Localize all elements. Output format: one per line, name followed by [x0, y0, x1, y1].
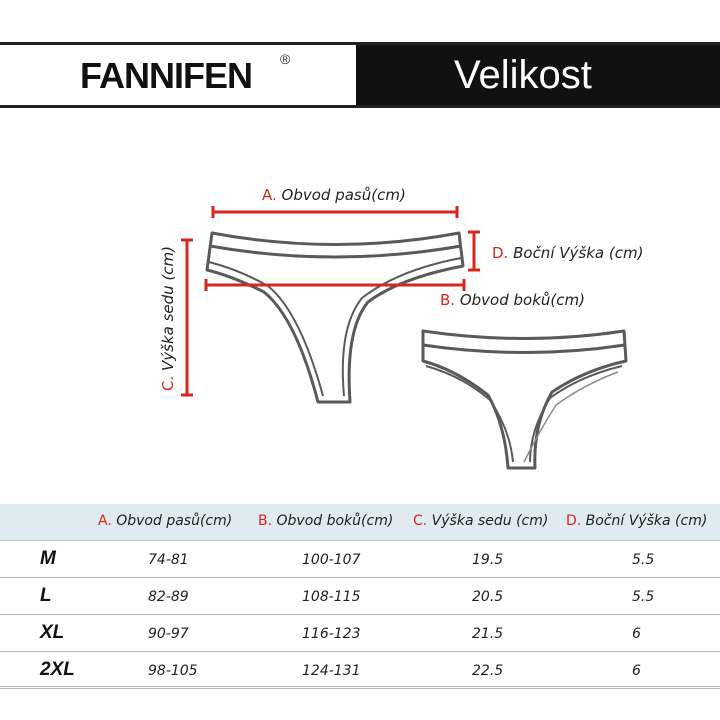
cell-c: 21.5 [472, 626, 504, 642]
cell-d: 6 [632, 626, 641, 642]
label-b [440, 291, 585, 309]
cell-d: 6 [632, 663, 641, 679]
size-cell: XL [40, 622, 65, 643]
label-d-text: Boční Výška (cm) [508, 244, 644, 262]
column-c-text: Výška sedu (cm) [427, 513, 549, 529]
table-row [0, 541, 720, 578]
cell-b: 108-115 [302, 589, 361, 605]
size-cell: 2XL [40, 659, 75, 680]
cell-d: 5.5 [632, 552, 655, 568]
cell-b: 124-131 [302, 663, 361, 679]
cell-a: 82-89 [148, 589, 189, 605]
cell-a: 98-105 [148, 663, 198, 679]
table-row [0, 652, 720, 689]
table-row [0, 615, 720, 652]
table-row [0, 578, 720, 615]
cell-a: 90-97 [148, 626, 189, 642]
registered-mark: ® [280, 51, 291, 67]
table-bottom-divider [0, 686, 720, 687]
column-header-a [98, 513, 232, 529]
size-table [0, 504, 720, 689]
column-b-text: Obvod boků(cm) [272, 513, 394, 529]
brand-logo: FANNIFEN [80, 55, 252, 96]
column-header-b [258, 513, 393, 529]
column-header-d [566, 513, 707, 529]
page-title: Velikost [454, 53, 592, 97]
column-a-key: A. [98, 513, 112, 529]
cell-a: 74-81 [148, 552, 189, 568]
cell-c: 20.5 [472, 589, 504, 605]
cell-c: 22.5 [472, 663, 504, 679]
table-header [0, 504, 720, 541]
column-d-key: D. [566, 513, 582, 529]
column-b-key: B. [258, 513, 273, 529]
column-d-text: Boční Výška (cm) [581, 513, 708, 529]
column-a-text: Obvod pasů(cm) [111, 513, 233, 529]
cell-b: 100-107 [302, 552, 361, 568]
label-d-key: D. [492, 244, 509, 262]
label-c-text: Výška sedu (cm) [159, 245, 177, 376]
cell-b: 116-123 [302, 626, 361, 642]
label-d [492, 244, 643, 262]
label-c [159, 246, 177, 391]
size-cell: L [40, 585, 52, 606]
cell-d: 5.5 [632, 589, 655, 605]
cell-c: 19.5 [472, 552, 504, 568]
column-c-key: C. [413, 513, 428, 529]
label-a-key: A. [262, 186, 277, 204]
column-header-c [413, 513, 548, 529]
label-a [262, 186, 406, 204]
label-a-text: Obvod pasů(cm) [276, 186, 406, 204]
size-cell: M [40, 548, 56, 569]
label-b-text: Obvod boků(cm) [455, 291, 585, 309]
label-b-key: B. [440, 291, 456, 309]
label-c-key: C. [159, 375, 177, 391]
